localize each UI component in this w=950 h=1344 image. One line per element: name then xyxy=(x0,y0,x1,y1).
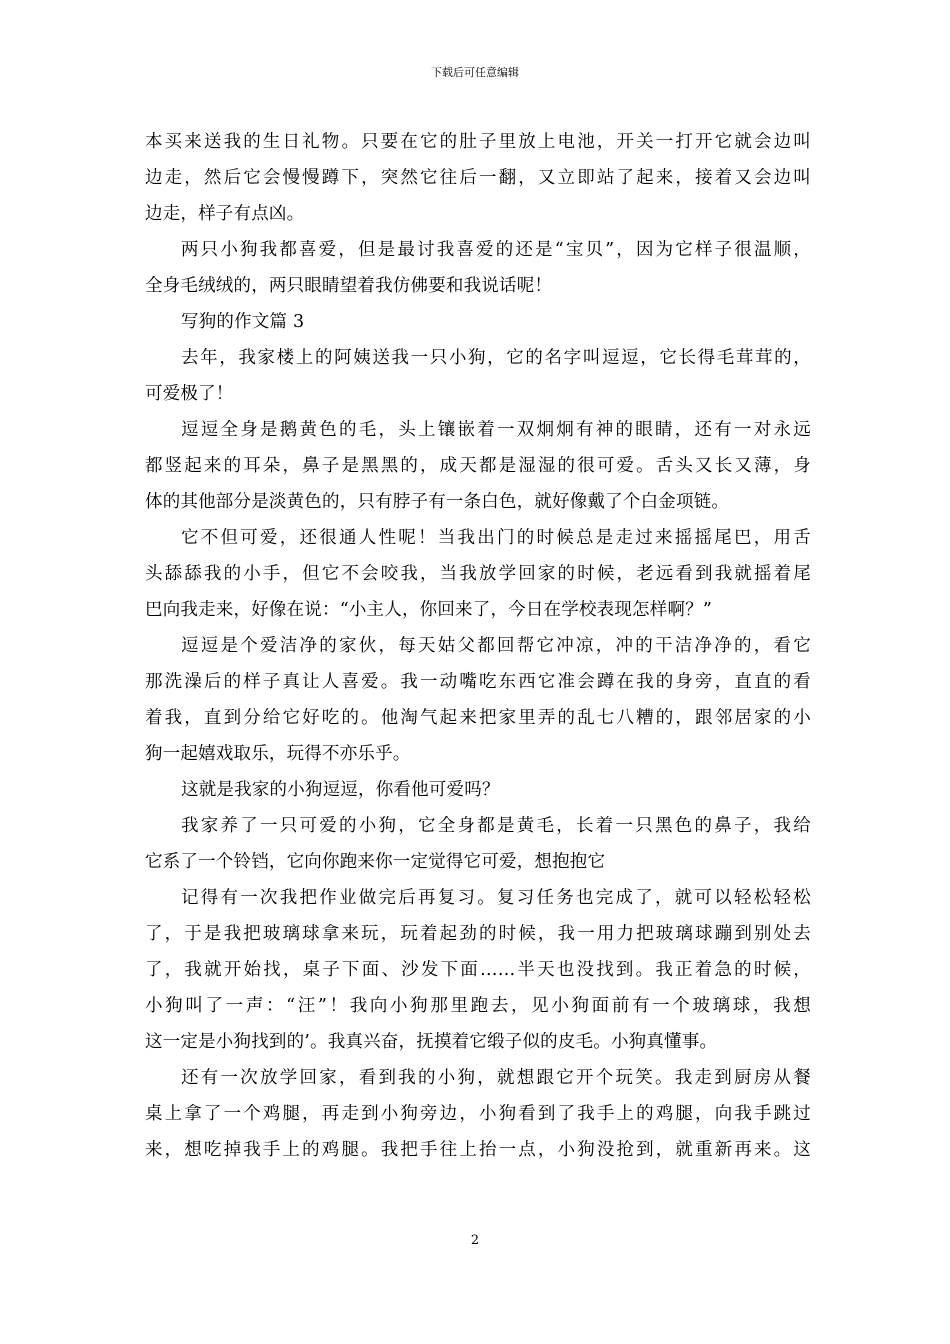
text-line: 两只小狗我都喜爱，但是最讨我喜爱的还是“宝贝”，因为它样子很温顺， xyxy=(181,240,811,260)
text-line: 这一定是小狗找到的’。我真兴奋，抚摸着它缎子似的皮毛。小狗真懂事。 xyxy=(145,1032,718,1052)
text-line: 还有一次放学回家，看到我的小狗，就想跟它开个玩笑。我走到厨房从餐 xyxy=(181,1068,811,1088)
text-line: 来，想吃掉我手上的鸡腿。我把手往上抬一点，小狗没抢到，就重新再来。这 xyxy=(145,1140,811,1160)
text-line: 它系了一个铃铛，它向你跑来你一定觉得它可爱，想抱抱它 xyxy=(145,852,606,872)
text-line: 那洗澡后的样子真让人喜爱。我一动嘴吃东西它准会蹲在我的身旁，直直的看 xyxy=(145,672,811,692)
page-number: 2 xyxy=(470,1233,480,1248)
text-line: 狗一起嬉戏取乐，玩得不亦乐乎。 xyxy=(145,744,411,764)
text-line: 边走，样子有点凶。 xyxy=(145,204,305,224)
text-line: 逗逗全身是鹅黄色的毛，头上镶嵌着一双炯炯有神的眼睛，还有一对永远 xyxy=(181,420,811,440)
text-line: 头舔舔我的小手，但它不会咬我，当我放学回家的时候，老远看到我就摇着尾 xyxy=(145,564,811,584)
text-line: 本买来送我的生日礼物。只要在它的肚子里放上电池，开关一打开它就会边叫 xyxy=(145,132,811,152)
text-line: 可爱极了！ xyxy=(145,384,234,404)
text-line: 都竖起来的耳朵，鼻子是黑黑的，成天都是湿湿的很可爱。舌头又长又薄，身 xyxy=(145,456,811,476)
text-line: 去年，我家楼上的阿姨送我一只小狗，它的名字叫逗逗，它长得毛茸茸的， xyxy=(181,348,811,368)
text-line: 逗逗是个爱洁净的家伙，每天姑父都回帮它冲凉，冲的干洁净净的，看它 xyxy=(181,636,811,656)
text-line: 这就是我家的小狗逗逗，你看他可爱吗？ xyxy=(181,780,500,800)
page-header: 下载后可任意编辑 xyxy=(431,66,519,79)
text-line: 我家养了一只可爱的小狗，它全身都是黄毛，长着一只黑色的鼻子，我给 xyxy=(181,816,811,836)
text-line: 写狗的作文篇 3 xyxy=(181,312,305,332)
text-line: 全身毛绒绒的，两只眼睛望着我仿佛要和我说话呢！ xyxy=(145,276,553,296)
text-line: 记得有一次我把作业做完后再复习。复习任务也完成了，就可以轻松轻松 xyxy=(181,888,811,908)
text-line: 了，于是我把玻璃球拿来玩，玩着起劲的时候，我一用力把玻璃球蹦到别处去 xyxy=(145,924,811,944)
text-line: 它不但可爱，还很通人性呢！当我出门的时候总是走过来摇摇尾巴，用舌 xyxy=(181,528,811,548)
text-line: 体的其他部分是淡黄色的，只有脖子有一条白色，就好像戴了个白金项链。 xyxy=(145,492,730,512)
text-line: 着我，直到分给它好吃的。他淘气起来把家里弄的乱七八糟的，跟邻居家的小 xyxy=(145,708,811,728)
text-line: 了，我就开始找，桌子下面、沙发下面……半天也没找到。我正着急的时候， xyxy=(145,960,811,980)
document-body xyxy=(145,124,811,1168)
text-line: 边走，然后它会慢慢蹲下，突然它往后一翻，又立即站了起来，接着又会边叫 xyxy=(145,168,811,188)
text-line: 桌上拿了一个鸡腿，再走到小狗旁边，小狗看到了我手上的鸡腿，向我手跳过 xyxy=(145,1104,811,1124)
text-line: 巴向我走来，好像在说：“小主人，你回来了，今日在学校表现怎样啊？” xyxy=(145,600,712,620)
text-line: 小狗叫了一声：“汪”！我向小狗那里跑去，见小狗面前有一个玻璃球，我想 xyxy=(145,996,811,1016)
